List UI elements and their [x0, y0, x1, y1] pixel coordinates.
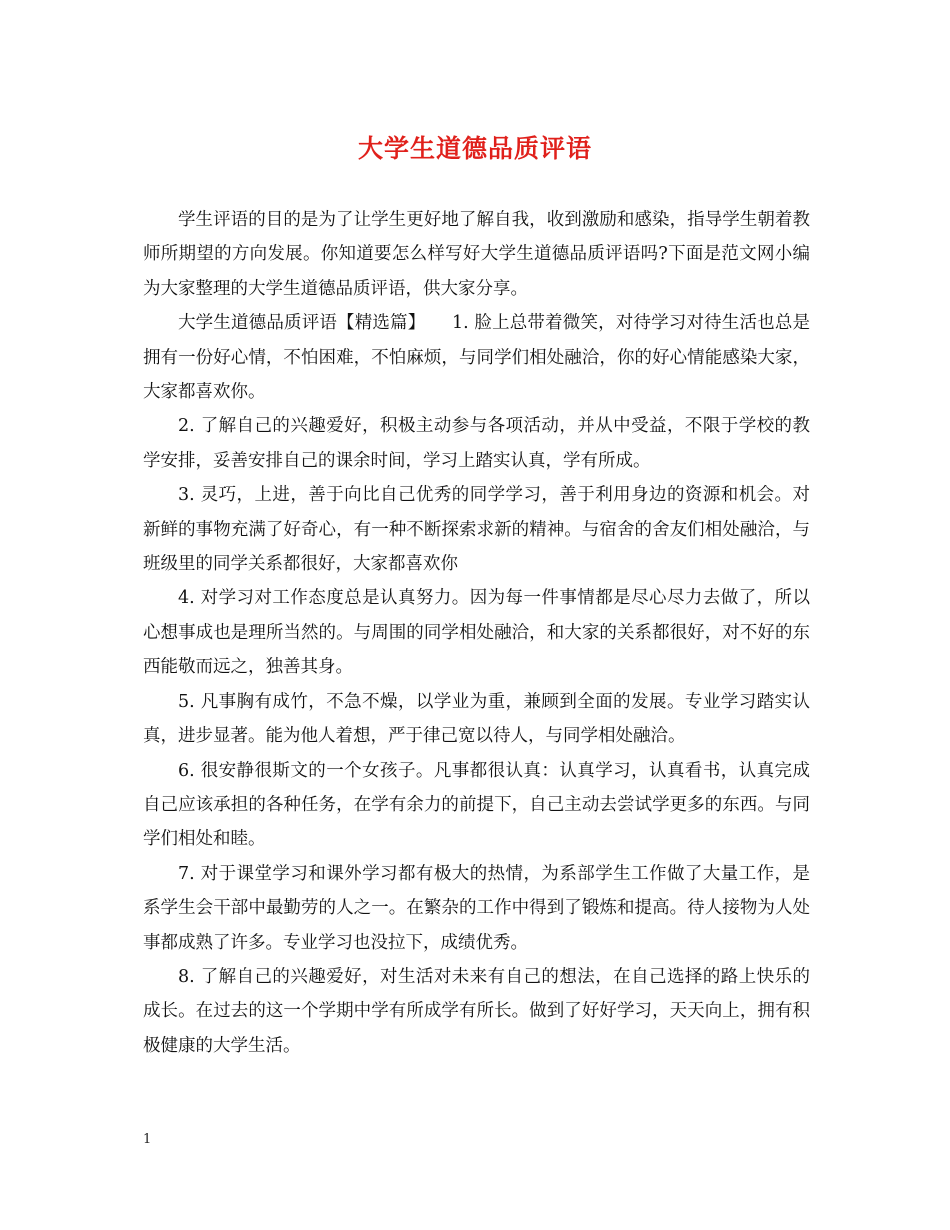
comment-paragraph-1: 大学生道德品质评语【精选篇】 1. 脸上总带着微笑，对待学习对待生活也总是拥有一份好心情，不怕困难，不怕麻烦，与同学们相处融洽，你的好心情能感染大家，大家都喜欢你。 — [143, 313, 810, 403]
comment-paragraph-3: 3. 灵巧，上进，善于向比自己优秀的同学学习，善于利用身边的资源和机会。对新鲜的事物充满了好奇心，有一种不断探索求新的精神。与宿舍的舍友们相处融洽，与班级里的同学关系都很好，大家都喜欢你 — [143, 485, 810, 575]
intro-paragraph: 学生评语的目的是为了让学生更好地了解自我，收到激励和感染，指导学生朝着教师所期望的方向发展。你知道要怎么样写好大学生道德品质评语吗?下面是范文网小编为大家整理的大学生道德品质评语，供大家分享。 — [143, 210, 810, 299]
comment-paragraph-2: 2. 了解自己的兴趣爱好，积极主动参与各项活动，并从中受益，不限于学校的教学安排，妥善安排自己的课余时间，学习上踏实认真，学有所成。 — [143, 416, 810, 471]
comment-paragraph-7: 7. 对于课堂学习和课外学习都有极大的热情，为系部学生工作做了大量工作，是系学生会干部中最勤劳的人之一。在繁杂的工作中得到了锻炼和提高。待人接物为人处事都成熟了许多。专业学习也没拉下，成绩优秀。 — [143, 863, 810, 953]
comment-paragraph-6: 6. 很安静很斯文的一个女孩子。凡事都很认真：认真学习，认真看书，认真完成自己应该承担的各种任务，在学有余力的前提下，自己主动去尝试学更多的东西。与同学们相处和睦。 — [143, 760, 810, 850]
page-number: 1 — [143, 1132, 152, 1147]
comment-paragraph-4: 4. 对学习对工作态度总是认真努力。因为每一件事情都是尽心尽力去做了，所以心想事成也是理所当然的。与周围的同学相处融洽，和大家的关系都很好，对不好的东西能敬而远之，独善其身。 — [143, 588, 810, 678]
comment-paragraph-8: 8. 了解自己的兴趣爱好，对生活对未来有自己的想法，在自己选择的路上快乐的成长。在过去的这一个学期中学有所成学有所长。做到了好好学习，天天向上，拥有积极健康的大学生活。 — [143, 966, 810, 1056]
comment-paragraph-5: 5. 凡事胸有成竹，不急不燥，以学业为重，兼顾到全面的发展。专业学习踏实认真，进步显著。能为他人着想，严于律己宽以待人，与同学相处融洽。 — [143, 691, 810, 747]
document-body — [143, 203, 810, 1063]
document-title: 大学生道德品质评语 — [357, 134, 592, 163]
